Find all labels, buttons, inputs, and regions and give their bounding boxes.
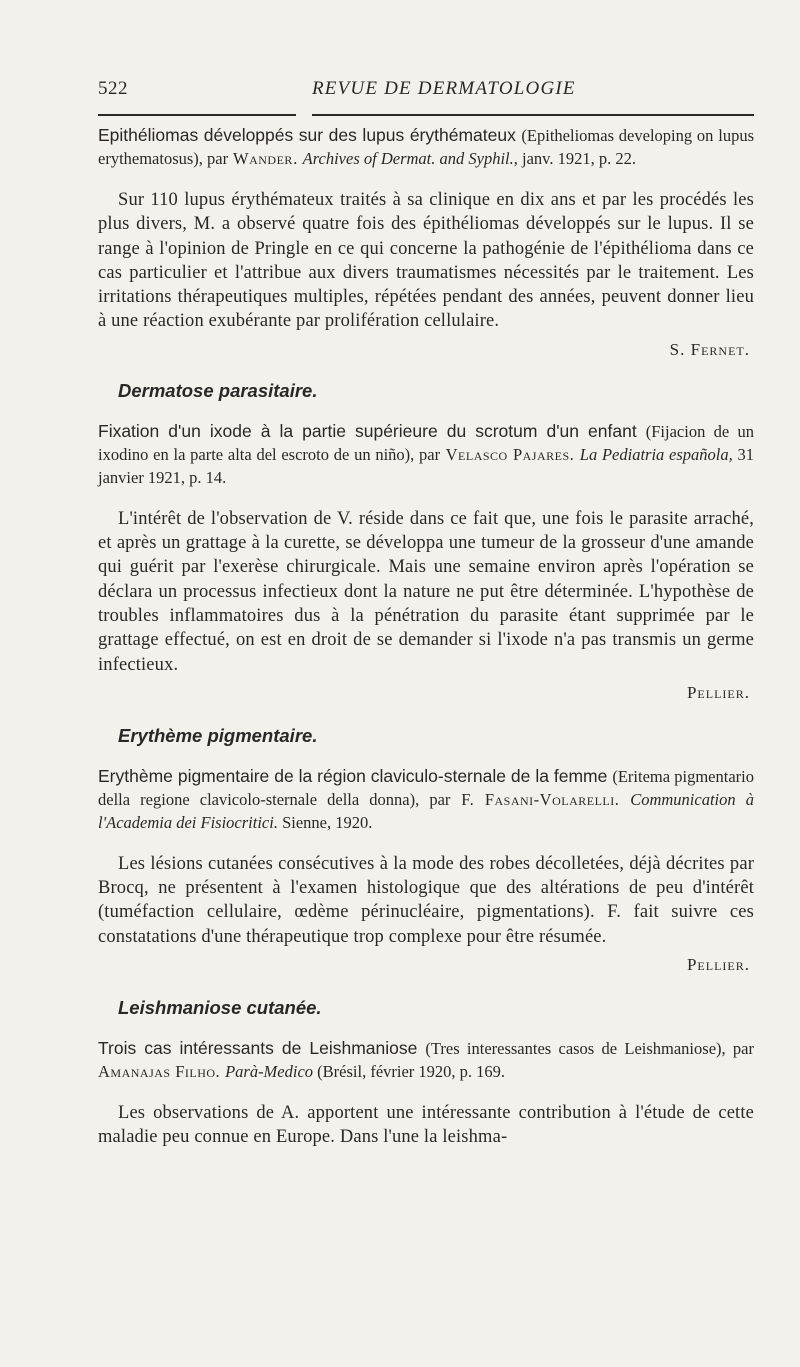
article xyxy=(98,124,754,360)
article-title-text: Trois cas intéressants de Leishmaniose xyxy=(98,1038,418,1059)
article-signature: Pellier. xyxy=(686,682,750,702)
article-journal: Archives of Dermat. and Syphil. xyxy=(302,149,514,168)
section-heading: Leishmaniose cutanée. xyxy=(118,997,322,1019)
article-author: Velasco Pajares. xyxy=(445,444,575,464)
article-author: Amanajas Filho. xyxy=(98,1062,221,1082)
page-header xyxy=(98,78,754,106)
article-details: (Brésil, février 1920, p. 169. xyxy=(313,1062,506,1082)
article-author: Wander xyxy=(233,149,293,168)
article-body: Sur 110 lupus érythémateux traités à sa clinique en dix ans et par les procédés les plus divers, M. a observé quatre fois des épithéliomas développés sur le lupus. Il se range à l'opinion de Pringle en ce qui concerne la pathogénie de l'épithélioma dans ce cas particulier et l'attribue aux divers traumatismes nécessités par le traitement. Les irritations thérapeutiques multiples, répétées pendant des années, peuvent donner lieu à une réaction exubérante par prolifération cellulaire. xyxy=(98,190,754,332)
article-journal: La Pediatria española, xyxy=(579,444,733,464)
article-title xyxy=(98,1037,754,1083)
article-body: Les lésions cutanées consécutives à la mode des robes décolletées, déjà décrites par Brocq, ne présentent à l'examen histologique que des altérations de peu d'intérêt (tuméfaction cellulaire, œdème périnucléaire, pigmentations). F. fait suivre ces constatations d'une thérapeutique trop complexe pour être résumée. xyxy=(98,853,754,947)
article-title: Epithéliomas développés sur des lupus érythémateux (Epitheliomas developing on lupus erythematosus), par Wander. Archives of Dermat. and Syphil., janv. 1921, p. 22. xyxy=(98,125,754,168)
article-title xyxy=(98,765,754,834)
article-details: 31 janvier 1921, p. 14. xyxy=(98,444,755,487)
article-title-text: Fixation d'un ixode à la partie supérieure du scrotum d'un enfant xyxy=(98,420,637,441)
article xyxy=(98,997,754,1150)
article-body: L'intérêt de l'observation de V. réside dans ce fait que, une fois le parasite arraché, et après un grattage à la curette, se développa une tumeur de la grosseur d'une amande qui guérit par l'exerèse chirurgicale. Mais une semaine environ après l'opération se déclara un processus infectieux dont la nature ne put être déterminée. L'hypothèse de troubles inflammatoires dus à la pénétration du parasite étant supprimée par le grattage effectué, on est en droit de se demander si l'ixode n'a pas transmis un germe infectieux. xyxy=(98,508,754,675)
header-rule-left xyxy=(98,114,296,116)
article-author: F. Fasani-Volarelli. xyxy=(461,789,620,809)
article-details: , janv. 1921, p. 22. xyxy=(513,149,636,168)
running-title: REVUE DE DERMATOLOGIE xyxy=(312,78,576,99)
article xyxy=(98,380,754,703)
article-ref: (Tres interessantes casos de Leishmaniose), par xyxy=(425,1039,754,1059)
article-details: Sienne, 1920. xyxy=(277,812,373,832)
section-heading: Erythème pigmentaire. xyxy=(118,724,318,746)
article-ref: (Eritema pigmentario della regione clavicolo-sternale della donna), par xyxy=(98,766,754,809)
article-journal: Parà-Medico xyxy=(225,1062,314,1082)
article xyxy=(98,725,754,975)
page-number: 522 xyxy=(98,78,128,99)
article-title xyxy=(98,420,754,489)
article-ref: (Epitheliomas developing on lupus erythematosus), par xyxy=(98,126,754,168)
article-title-text: Erythème pigmentaire de la région claviculo-sternale de la femme xyxy=(98,765,608,786)
page-content xyxy=(98,124,754,1150)
header-rule-right xyxy=(312,114,754,116)
article-signature: S. Fernet. xyxy=(669,339,750,359)
article-title-text: Epithéliomas développés sur des lupus érythémateux xyxy=(98,125,516,145)
article-signature: Pellier. xyxy=(686,955,750,975)
article-ref: (Fijacion de un ixodino en la parte alta del escroto de un niño), par xyxy=(98,421,754,464)
section-heading: Dermatose parasitaire. xyxy=(118,379,318,401)
article-body: Les observations de A. apportent une intéressante contribution à l'étude de cette maladie peu connue en Europe. Dans l'une la leishma- xyxy=(98,1103,754,1148)
article-journal: Communication à l'Academia dei Fisiocritici. xyxy=(98,789,754,832)
